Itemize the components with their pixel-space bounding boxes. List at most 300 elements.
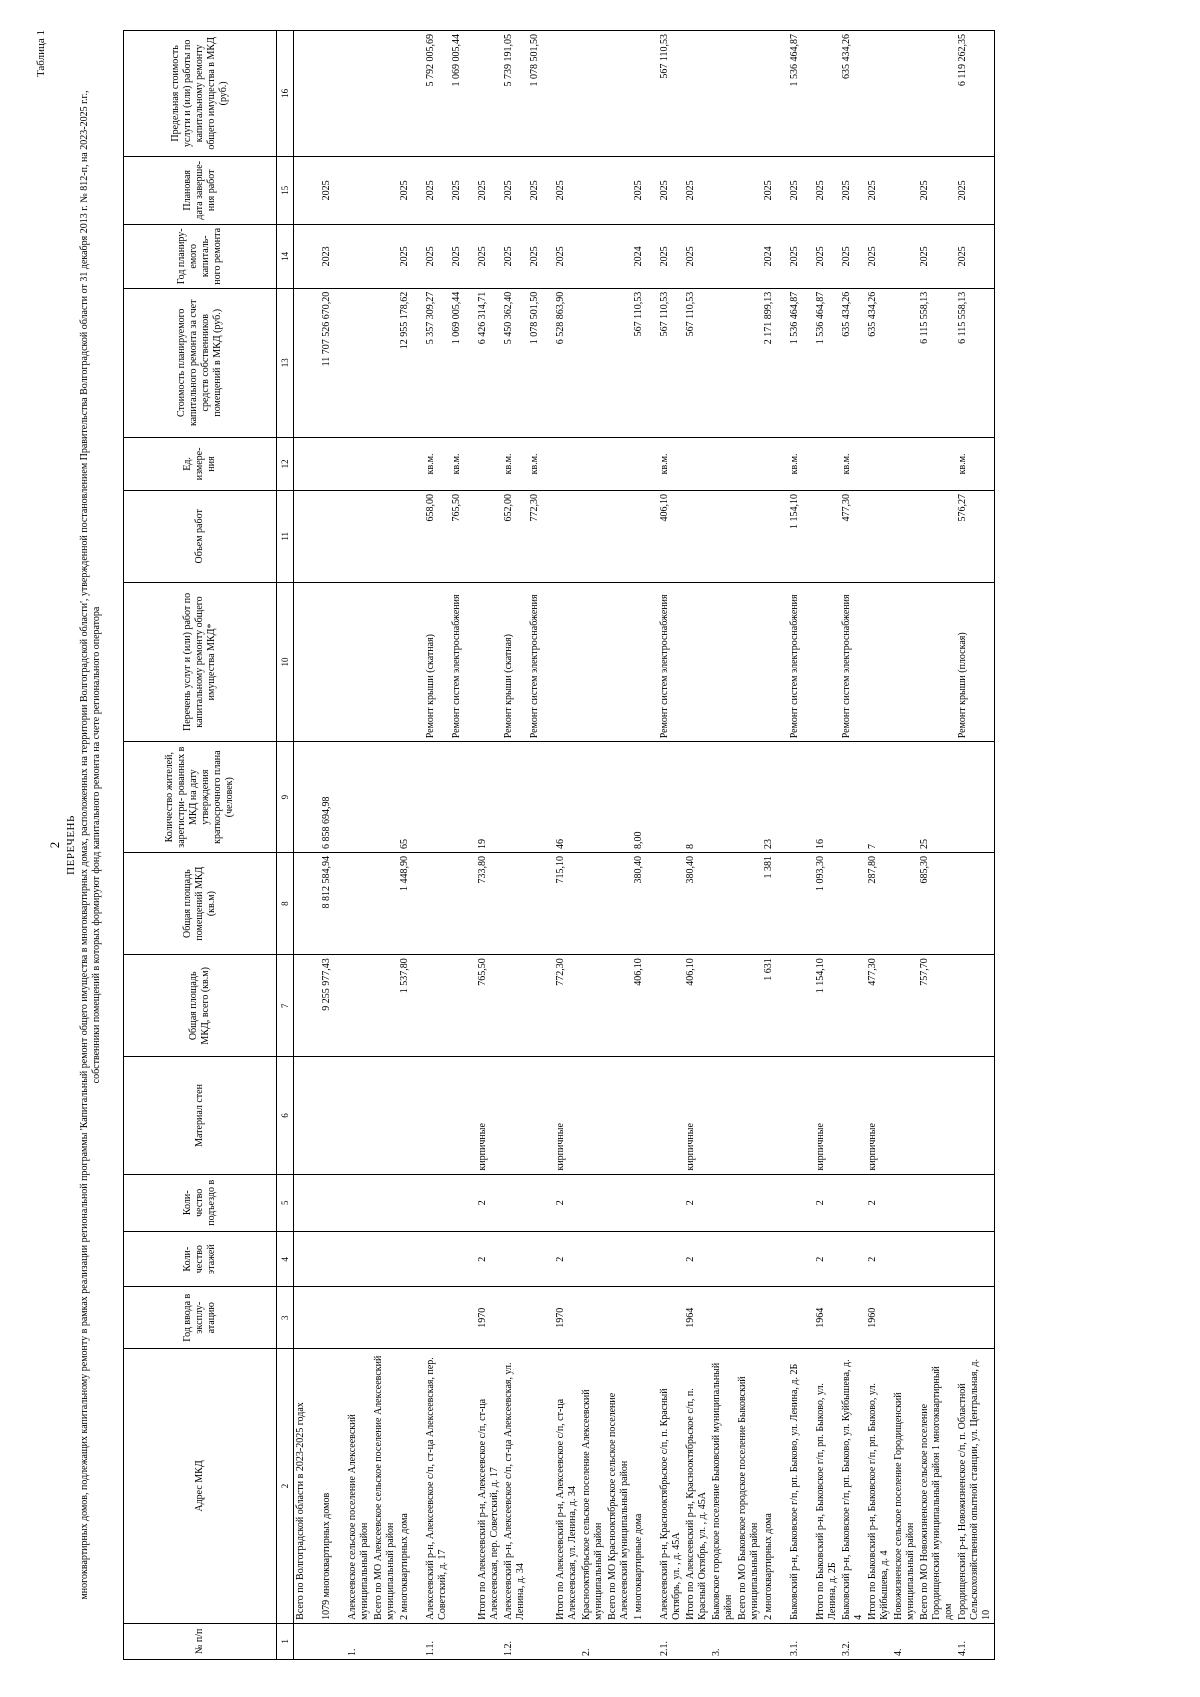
completion-date-cell [346,156,372,224]
work-volume-cell [476,491,502,583]
unit-cell [814,437,840,490]
row-number [684,1623,710,1659]
planned-year-cell: 2025 [840,224,866,288]
cost-cell: 567 110,53 [632,288,658,437]
floors-cell [320,1232,346,1287]
table-row [398,31,424,1660]
year-cell [528,1287,554,1349]
wall-material-cell [632,1057,658,1174]
table-row [528,31,554,1660]
unit-cell [398,437,424,490]
cost-cell: 12 955 178,62 [398,288,424,437]
completion-date-cell [710,156,736,224]
address-cell: Итого по Быковский р-н, Быковское г/п, рп. Быково, ул. Ленина, д. 2Б [814,1349,840,1624]
completion-date-cell [606,156,632,224]
total-area-cell: 772,30 [554,955,580,1057]
column-header: Предельная стоимость услуги и (или) работы по капитальному ремонту общего имущества в МКД (руб.) [124,31,277,157]
residents-cell [372,742,398,853]
residents-cell [294,742,321,853]
work-type-cell: Ремонт систем электроснабжения [840,582,866,742]
planned-year-cell: 2025 [788,224,814,288]
column-number: 16 [277,31,294,157]
completion-date-cell: 2025 [632,156,658,224]
year-cell [398,1287,424,1349]
entrances-cell [658,1174,684,1231]
cost-limit-cell: 5 739 191,05 [502,31,528,157]
planned-year-cell [892,224,918,288]
total-area-cell [580,955,606,1057]
year-cell [918,1287,956,1349]
cost-limit-cell [346,31,372,157]
table-row [710,31,736,1660]
residents-cell [580,742,606,853]
address-cell [450,1349,476,1624]
address-cell: Быковское городское поселение Быковский муниципальный район [710,1349,736,1624]
column-header: Год ввода в эксплу- атацию [124,1287,277,1349]
completion-date-cell: 2025 [788,156,814,224]
cost-limit-cell [554,31,580,157]
cost-cell: 6 528 863,90 [554,288,580,437]
completion-date-cell: 2025 [918,156,956,224]
cost-cell [736,288,762,437]
floors-cell [528,1232,554,1287]
wall-material-cell [762,1057,788,1174]
entrances-cell: 2 [814,1174,840,1231]
premises-area-cell [892,853,918,955]
document-header [35,30,115,1660]
work-type-cell [736,582,762,742]
cost-cell [710,288,736,437]
premises-area-cell: 715,10 [554,853,580,955]
cost-cell [294,288,321,437]
work-type-cell: Ремонт систем электроснабжения [658,582,684,742]
row-number: 4.1. [956,1623,995,1659]
planned-year-cell: 2025 [918,224,956,288]
row-number [372,1623,398,1659]
cost-cell: 6 426 314,71 [476,288,502,437]
work-type-cell [606,582,632,742]
year-cell [502,1287,528,1349]
cost-limit-cell [632,31,658,157]
column-header: Коли- чество этажей [124,1232,277,1287]
total-area-cell [788,955,814,1057]
cost-limit-cell [606,31,632,157]
work-type-cell [918,582,956,742]
unit-cell [762,437,788,490]
floors-cell: 2 [866,1232,892,1287]
table-row [346,31,372,1660]
work-type-cell [866,582,892,742]
row-number [476,1623,502,1659]
year-cell [320,1287,346,1349]
entrances-cell [788,1174,814,1231]
table-row [814,31,840,1660]
planned-year-cell: 2025 [476,224,502,288]
unit-cell [918,437,956,490]
cost-cell: 567 110,53 [658,288,684,437]
completion-date-cell: 2025 [840,156,866,224]
completion-date-cell [580,156,606,224]
column-header: Общая площадь МКД, всего (кв.м) [124,955,277,1057]
total-area-cell [294,955,321,1057]
cost-limit-cell: 635 434,26 [840,31,866,157]
premises-area-cell [580,853,606,955]
entrances-cell: 2 [554,1174,580,1231]
planned-year-cell [580,224,606,288]
table-row [580,31,606,1660]
table-row [450,31,476,1660]
cost-limit-cell: 1 069 005,44 [450,31,476,157]
residents-cell: 7 [866,742,892,853]
floors-cell [658,1232,684,1287]
floors-cell [294,1232,321,1287]
total-area-cell [658,955,684,1057]
address-cell: Всего по МО Быковское городское поселение Быковский муниципальный район [736,1349,762,1624]
cost-limit-cell [372,31,398,157]
work-volume-cell [762,491,788,583]
floors-cell: 2 [476,1232,502,1287]
row-number [762,1623,788,1659]
wall-material-cell [424,1057,450,1174]
address-cell: Алексеевское сельское поселение Алексеевский муниципальный район [346,1349,372,1624]
cost-limit-cell: 1 078 501,50 [528,31,554,157]
work-type-cell: Ремонт крыши (плоская) [956,582,995,742]
address-cell: 2 многоквартирных дома [762,1349,788,1624]
cost-cell: 5 357 309,27 [424,288,450,437]
wall-material-cell [372,1057,398,1174]
wall-material-cell [580,1057,606,1174]
entrances-cell [918,1174,956,1231]
table-body [294,31,995,1660]
work-type-cell: Ремонт крыши (скатная) [502,582,528,742]
wall-material-cell [956,1057,995,1174]
total-area-cell: 406,10 [632,955,658,1057]
planned-year-cell: 2025 [814,224,840,288]
wall-material-cell [450,1057,476,1174]
completion-date-cell: 2025 [320,156,346,224]
column-number: 6 [277,1057,294,1174]
table-row [502,31,528,1660]
work-type-cell [762,582,788,742]
address-cell: Алексеевский р-н, Алексеевское с/п, ст-ца Алексеевская, ул. Ленина, д. 34 [502,1349,528,1624]
work-type-cell [476,582,502,742]
entrances-cell [450,1174,476,1231]
premises-area-cell: 685,30 [918,853,956,955]
residents-cell [528,742,554,853]
table-row [866,31,892,1660]
work-volume-cell [320,491,346,583]
entrances-cell [528,1174,554,1231]
floors-cell [580,1232,606,1287]
total-area-cell [502,955,528,1057]
floors-cell [502,1232,528,1287]
column-header: Ед. измере- ния [124,437,277,490]
column-number: 11 [277,491,294,583]
column-number: 10 [277,582,294,742]
planned-year-cell: 2025 [424,224,450,288]
year-cell [632,1287,658,1349]
work-type-cell [632,582,658,742]
unit-cell [580,437,606,490]
row-number [866,1623,892,1659]
column-number: 3 [277,1287,294,1349]
document-title: ПЕРЕЧЕНЬ [65,815,77,875]
floors-cell [398,1232,424,1287]
cost-limit-cell [918,31,956,157]
unit-cell [736,437,762,490]
entrances-cell [294,1174,321,1231]
completion-date-cell: 2025 [762,156,788,224]
total-area-cell [528,955,554,1057]
cost-cell [346,288,372,437]
cost-cell: 567 110,53 [684,288,710,437]
address-cell: 1079 многоквартирных домов [320,1349,346,1624]
planned-year-cell: 2025 [956,224,995,288]
unit-cell [710,437,736,490]
column-header: Количество жителей, зарегистри- рованных в МКД на дату утверждения краткосрочного плана (человек) [124,742,277,853]
work-volume-cell: 576,27 [956,491,995,583]
total-area-cell: 1 631 [762,955,788,1057]
unit-cell: кв.м. [450,437,476,490]
year-cell: 1964 [814,1287,840,1349]
column-number-row [277,31,294,1660]
wall-material-cell: кирпичные [476,1057,502,1174]
premises-area-cell [736,853,762,955]
planned-year-cell: 2024 [762,224,788,288]
year-cell [892,1287,918,1349]
planned-year-cell: 2025 [554,224,580,288]
row-number [450,1623,476,1659]
column-header: № п/п [124,1623,277,1659]
column-header: Год планиру- емого капиталь- ного ремонта [124,224,277,288]
table-row [956,31,995,1660]
year-cell: 1964 [684,1287,710,1349]
row-number: 3.1. [788,1623,814,1659]
address-cell: Всего по МО Краснооктябрьское сельское поселение Алексеевский муниципальный район [606,1349,632,1624]
cost-limit-cell [866,31,892,157]
wall-material-cell [918,1057,956,1174]
work-type-cell [372,582,398,742]
wall-material-cell [840,1057,866,1174]
completion-date-cell: 2025 [476,156,502,224]
premises-area-cell [658,853,684,955]
cost-cell: 5 450 362,40 [502,288,528,437]
column-header: Стоимость планируемого капитального ремонта за счет средств собственников помещений в МКД (руб.) [124,288,277,437]
unit-cell: кв.м. [788,437,814,490]
completion-date-cell: 2025 [554,156,580,224]
residents-cell [658,742,684,853]
residents-cell: 19 [476,742,502,853]
completion-date-cell: 2025 [528,156,554,224]
cost-cell [606,288,632,437]
column-number: 4 [277,1232,294,1287]
cost-cell: 11 707 526 670,20 [320,288,346,437]
work-type-cell [580,582,606,742]
year-cell [424,1287,450,1349]
cost-cell: 635 434,26 [866,288,892,437]
planned-year-cell: 2025 [502,224,528,288]
table-row [684,31,710,1660]
work-type-cell [892,582,918,742]
entrances-cell: 2 [866,1174,892,1231]
premises-area-cell: 1 381 [762,853,788,955]
buildings-table [123,30,995,1660]
table-row [320,31,346,1660]
wall-material-cell [294,1057,321,1174]
work-volume-cell: 477,30 [840,491,866,583]
cost-cell: 6 115 558,13 [918,288,956,437]
floors-cell [372,1232,398,1287]
work-type-cell: Ремонт систем электроснабжения [788,582,814,742]
total-area-cell: 765,50 [476,955,502,1057]
total-area-cell [736,955,762,1057]
work-volume-cell [606,491,632,583]
entrances-cell [580,1174,606,1231]
unit-cell: кв.м. [528,437,554,490]
column-header: Коли- чество подъездо в [124,1174,277,1231]
row-number [632,1623,658,1659]
document-page [35,30,1165,1660]
work-volume-cell [294,491,321,583]
year-cell [346,1287,372,1349]
total-area-cell [710,955,736,1057]
planned-year-cell: 2025 [528,224,554,288]
year-cell [294,1287,321,1349]
wall-material-cell: кирпичные [554,1057,580,1174]
cost-limit-cell [476,31,502,157]
floors-cell [346,1232,372,1287]
address-cell: Всего по Волгоградской области в 2023-2025 годах [294,1349,321,1624]
total-area-cell: 9 255 977,43 [320,955,346,1057]
address-cell: Итого по Алексеевский р-н, Краснооктябрьское с/п, п. Красный Октябрь, ул. , д. 45А [684,1349,710,1624]
entrances-cell [762,1174,788,1231]
premises-area-cell [956,853,995,955]
work-type-cell [346,582,372,742]
address-cell: Краснооктябрьское сельское поселение Алексеевский муниципальный район [580,1349,606,1624]
year-cell [710,1287,736,1349]
total-area-cell: 477,30 [866,955,892,1057]
total-area-cell: 1 154,10 [814,955,840,1057]
column-header: Объем работ [124,491,277,583]
column-number: 8 [277,853,294,955]
completion-date-cell: 2025 [450,156,476,224]
document-subtitle: многоквартирных домов, подлежащих капитальному ремонту в рамках реализации региональной программы 'Капитальный ремонт общего имущества в многоквартирных домах, расположенных на территории Волгоградской области', утвержденной постановлением Правительства Волгоградской области от 31 декабря 2013 г. № 812-п, на 2023-2025 г.г., собственники помещений в которых формируют фонд капитального ремонта на счете регионального оператора [79,90,102,1600]
column-header: Общая площадь помещений МКД (кв.м) [124,853,277,955]
completion-date-cell: 2025 [424,156,450,224]
cost-limit-cell: 6 119 262,35 [956,31,995,157]
entrances-cell [840,1174,866,1231]
row-number [606,1623,632,1659]
year-cell [788,1287,814,1349]
floors-cell [632,1232,658,1287]
work-volume-cell: 772,30 [528,491,554,583]
total-area-cell [606,955,632,1057]
work-volume-cell [814,491,840,583]
row-number [398,1623,424,1659]
cost-limit-cell: 567 110,53 [658,31,684,157]
planned-year-cell: 2023 [320,224,346,288]
cost-limit-cell [684,31,710,157]
row-number: 1.2. [502,1623,528,1659]
residents-cell [788,742,814,853]
premises-area-cell [710,853,736,955]
planned-year-cell: 2025 [658,224,684,288]
cost-limit-cell [736,31,762,157]
year-cell [372,1287,398,1349]
wall-material-cell [320,1057,346,1174]
cost-limit-cell: 5 792 005,69 [424,31,450,157]
wall-material-cell: кирпичные [814,1057,840,1174]
completion-date-cell: 2025 [956,156,995,224]
wall-material-cell: кирпичные [684,1057,710,1174]
wall-material-cell [788,1057,814,1174]
cost-limit-cell [892,31,918,157]
completion-date-cell [294,156,321,224]
premises-area-cell: 1 093,30 [814,853,840,955]
work-volume-cell [736,491,762,583]
premises-area-cell [840,853,866,955]
residents-cell: 6 858 694,98 [320,742,346,853]
work-volume-cell [684,491,710,583]
completion-date-cell: 2025 [866,156,892,224]
cost-limit-cell [294,31,321,157]
floors-cell [606,1232,632,1287]
cost-limit-cell [710,31,736,157]
premises-area-cell [294,853,321,955]
residents-cell: 8,00 [632,742,658,853]
completion-date-cell [736,156,762,224]
year-cell: 1970 [476,1287,502,1349]
work-volume-cell: 658,00 [424,491,450,583]
unit-cell: кв.м. [840,437,866,490]
column-header: Адрес МКД [124,1349,277,1624]
column-header: Плановая дата заверше- ния работ [124,156,277,224]
wall-material-cell [606,1057,632,1174]
work-type-cell [554,582,580,742]
planned-year-cell [372,224,398,288]
address-cell: Алексеевский р-н, Краснооктябрьское с/п, п. Красный Октябрь, ул. , д. 45А [658,1349,684,1624]
work-type-cell [710,582,736,742]
address-cell: Итого по Алексеевский р-н, Алексеевское с/п, ст-ца Алексеевская, ул. Ленина, д. 34 [554,1349,580,1624]
year-cell: 1970 [554,1287,580,1349]
residents-cell [424,742,450,853]
year-cell [658,1287,684,1349]
planned-year-cell [710,224,736,288]
column-number: 9 [277,742,294,853]
residents-cell [346,742,372,853]
wall-material-cell [346,1057,372,1174]
table-row [606,31,632,1660]
year-cell [840,1287,866,1349]
premises-area-cell [346,853,372,955]
floors-cell [918,1232,956,1287]
cost-cell: 1 078 501,50 [528,288,554,437]
work-type-cell [398,582,424,742]
unit-cell [294,437,321,490]
premises-area-cell [502,853,528,955]
address-cell: Итого по Быковский р-н, Быковское г/п, рп. Быково, ул. Куйбышева, д. 4 [866,1349,892,1624]
premises-area-cell [606,853,632,955]
year-cell [606,1287,632,1349]
row-number [918,1623,956,1659]
row-number: 1.1. [424,1623,450,1659]
table-row [762,31,788,1660]
entrances-cell [956,1174,995,1231]
cost-cell [372,288,398,437]
completion-date-cell [892,156,918,224]
work-type-cell [320,582,346,742]
work-volume-cell [398,491,424,583]
